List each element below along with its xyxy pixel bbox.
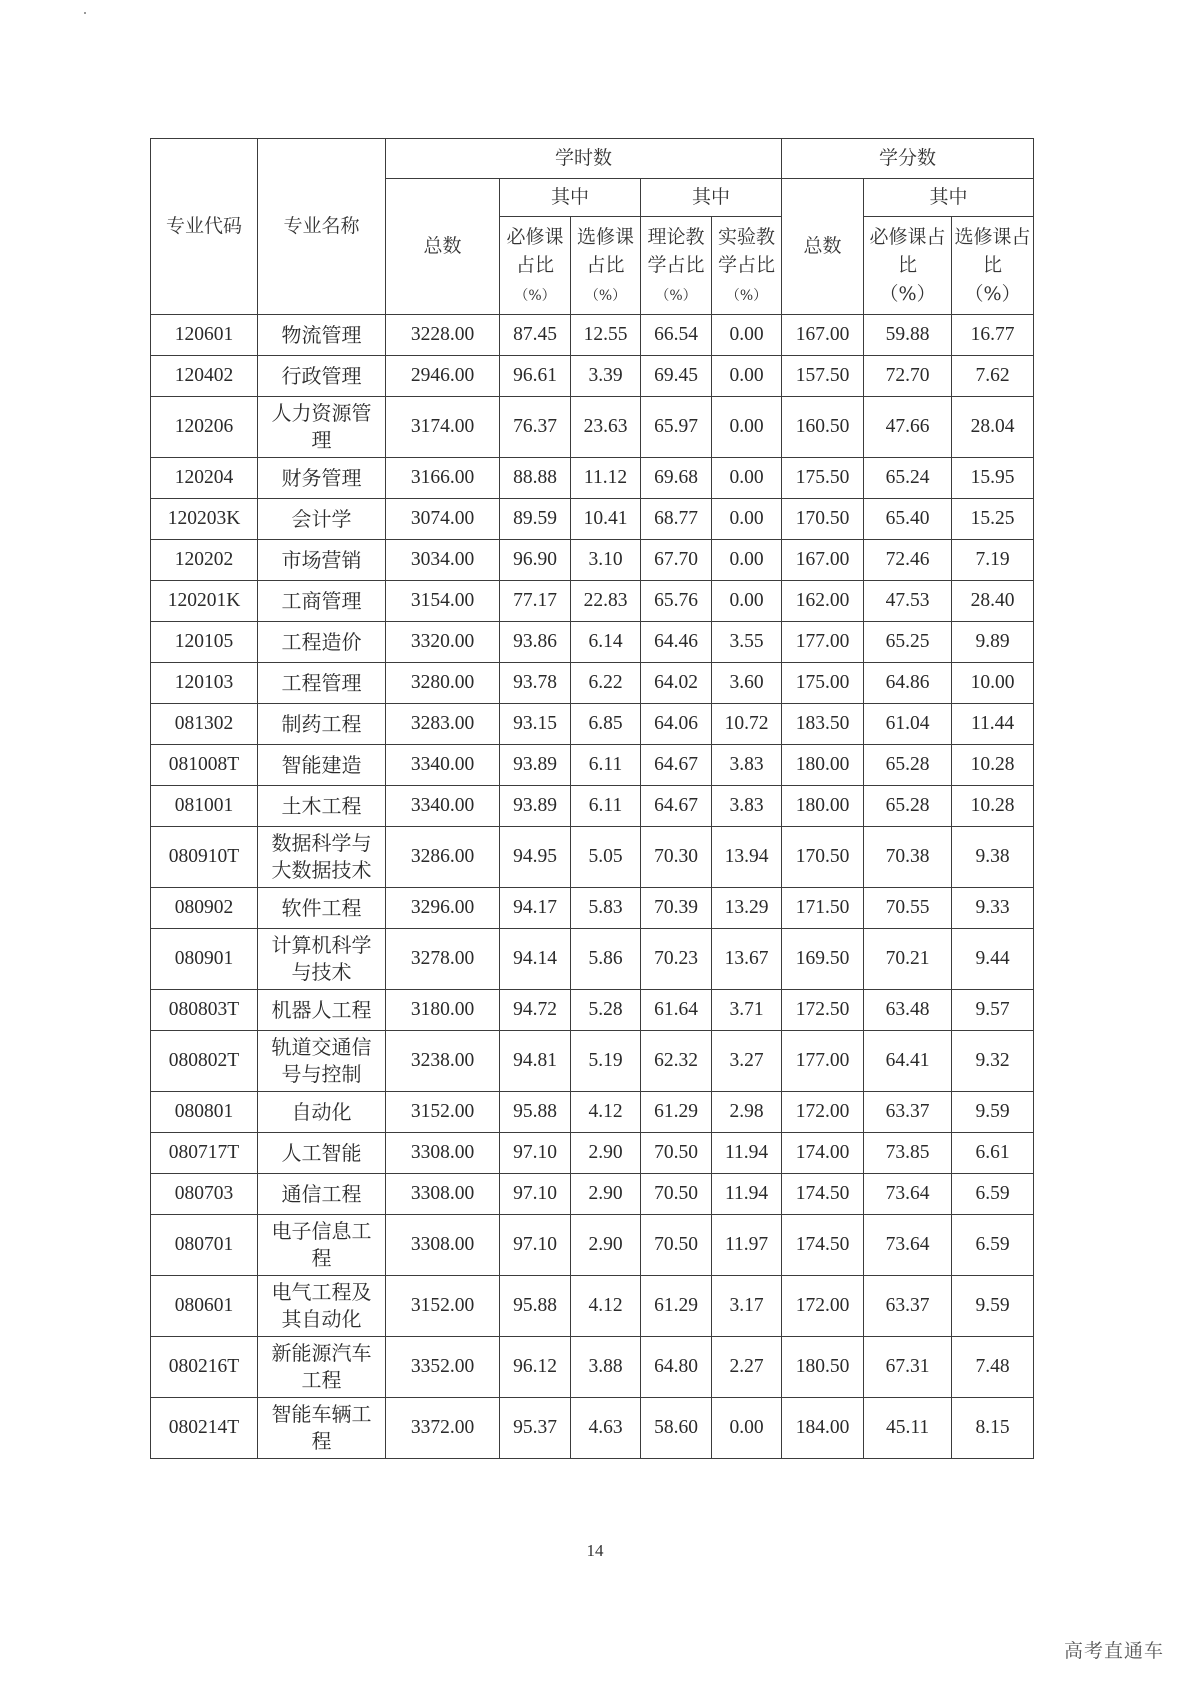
cell-code: 120105 (151, 622, 258, 663)
cell-name: 数据科学与大数据技术 (258, 827, 386, 888)
table-row (151, 356, 1034, 397)
cell-credit-req-pct: 65.28 (864, 786, 952, 827)
cell-hours-total: 3296.00 (386, 888, 500, 929)
header-hours-of-which-2: 其中 (641, 179, 782, 217)
table-row (151, 397, 1034, 458)
cell-credit-req-pct: 70.38 (864, 827, 952, 888)
cell-credit-req-pct: 63.37 (864, 1276, 952, 1337)
cell-credits-total: 170.50 (782, 499, 864, 540)
table-row (151, 704, 1034, 745)
cell-credits-total: 160.50 (782, 397, 864, 458)
cell-credits-total: 177.00 (782, 1031, 864, 1092)
cell-hours-total: 3228.00 (386, 315, 500, 356)
cell-elec-pct: 4.12 (571, 1092, 641, 1133)
cell-lab-pct: 13.29 (712, 888, 782, 929)
cell-credit-elec-pct: 9.57 (952, 990, 1034, 1031)
cell-name: 市场营销 (258, 540, 386, 581)
cell-theory-pct: 70.50 (641, 1133, 712, 1174)
cell-req-pct: 96.61 (500, 356, 571, 397)
cell-code: 080803T (151, 990, 258, 1031)
cell-elec-pct: 11.12 (571, 458, 641, 499)
cell-credits-total: 177.00 (782, 622, 864, 663)
cell-code: 120601 (151, 315, 258, 356)
table-row (151, 827, 1034, 888)
cell-hours-total: 3286.00 (386, 827, 500, 888)
cell-credit-req-pct: 70.21 (864, 929, 952, 990)
cell-hours-total: 3283.00 (386, 704, 500, 745)
cell-code: 120201K (151, 581, 258, 622)
header-hours-of-which-1: 其中 (500, 179, 641, 217)
cell-hours-total: 3308.00 (386, 1215, 500, 1276)
cell-code: 080717T (151, 1133, 258, 1174)
cell-elec-pct: 2.90 (571, 1215, 641, 1276)
cell-credits-total: 180.50 (782, 1337, 864, 1398)
cell-elec-pct: 5.05 (571, 827, 641, 888)
table-row (151, 1133, 1034, 1174)
cell-theory-pct: 65.76 (641, 581, 712, 622)
cell-credits-total: 172.00 (782, 1276, 864, 1337)
cell-credits-total: 175.00 (782, 663, 864, 704)
cell-theory-pct: 70.30 (641, 827, 712, 888)
cell-name: 电子信息工程 (258, 1215, 386, 1276)
cell-credit-elec-pct: 15.95 (952, 458, 1034, 499)
cell-lab-pct: 0.00 (712, 499, 782, 540)
cell-req-pct: 96.90 (500, 540, 571, 581)
cell-elec-pct: 6.22 (571, 663, 641, 704)
header-credit-elec-pct: 选修课占比 （%） (952, 217, 1034, 315)
cell-lab-pct: 0.00 (712, 356, 782, 397)
table-row (151, 581, 1034, 622)
cell-elec-pct: 6.85 (571, 704, 641, 745)
cell-elec-pct: 5.86 (571, 929, 641, 990)
cell-lab-pct: 11.97 (712, 1215, 782, 1276)
header-credits-of-which: 其中 (864, 179, 1034, 217)
cell-req-pct: 94.17 (500, 888, 571, 929)
cell-credit-elec-pct: 9.32 (952, 1031, 1034, 1092)
header-hours-group: 学时数 (386, 139, 782, 179)
cell-req-pct: 88.88 (500, 458, 571, 499)
cell-credit-req-pct: 65.28 (864, 745, 952, 786)
cell-credit-elec-pct: 16.77 (952, 315, 1034, 356)
cell-theory-pct: 61.29 (641, 1276, 712, 1337)
cell-hours-total: 3340.00 (386, 786, 500, 827)
cell-credit-elec-pct: 7.19 (952, 540, 1034, 581)
cell-req-pct: 97.10 (500, 1133, 571, 1174)
table-row (151, 990, 1034, 1031)
cell-code: 080216T (151, 1337, 258, 1398)
cell-lab-pct: 3.27 (712, 1031, 782, 1092)
cell-credits-total: 171.50 (782, 888, 864, 929)
cell-code: 080802T (151, 1031, 258, 1092)
cell-req-pct: 93.89 (500, 745, 571, 786)
cell-lab-pct: 11.94 (712, 1174, 782, 1215)
cell-credits-total: 169.50 (782, 929, 864, 990)
cell-hours-total: 3280.00 (386, 663, 500, 704)
cell-code: 080901 (151, 929, 258, 990)
cell-credit-req-pct: 45.11 (864, 1398, 952, 1459)
cell-elec-pct: 6.11 (571, 745, 641, 786)
cell-lab-pct: 3.71 (712, 990, 782, 1031)
cell-credit-req-pct: 73.64 (864, 1174, 952, 1215)
cell-elec-pct: 3.10 (571, 540, 641, 581)
cell-credit-req-pct: 47.53 (864, 581, 952, 622)
cell-req-pct: 93.89 (500, 786, 571, 827)
table-row (151, 1276, 1034, 1337)
cell-credits-total: 180.00 (782, 786, 864, 827)
cell-credit-req-pct: 59.88 (864, 315, 952, 356)
cell-req-pct: 94.81 (500, 1031, 571, 1092)
cell-code: 080601 (151, 1276, 258, 1337)
cell-theory-pct: 67.70 (641, 540, 712, 581)
header-req-pct: 必修课占比 （%） (500, 217, 571, 315)
cell-theory-pct: 66.54 (641, 315, 712, 356)
table-body (151, 315, 1034, 1459)
cell-req-pct: 94.14 (500, 929, 571, 990)
cell-hours-total: 3152.00 (386, 1092, 500, 1133)
cell-credits-total: 180.00 (782, 745, 864, 786)
header-credits-total: 总数 (782, 179, 864, 315)
cell-req-pct: 89.59 (500, 499, 571, 540)
cell-name: 物流管理 (258, 315, 386, 356)
header-lab-pct: 实验教学占比 （%） (712, 217, 782, 315)
cell-lab-pct: 3.83 (712, 786, 782, 827)
cell-theory-pct: 64.80 (641, 1337, 712, 1398)
cell-lab-pct: 10.72 (712, 704, 782, 745)
cell-lab-pct: 3.83 (712, 745, 782, 786)
cell-credit-elec-pct: 28.40 (952, 581, 1034, 622)
cell-hours-total: 3340.00 (386, 745, 500, 786)
cell-credit-req-pct: 65.25 (864, 622, 952, 663)
cell-credits-total: 183.50 (782, 704, 864, 745)
cell-hours-total: 3152.00 (386, 1276, 500, 1337)
watermark: 高考直通车 (1063, 1640, 1164, 1662)
cell-code: 080214T (151, 1398, 258, 1459)
cell-theory-pct: 58.60 (641, 1398, 712, 1459)
cell-credit-elec-pct: 6.61 (952, 1133, 1034, 1174)
cell-credit-elec-pct: 7.48 (952, 1337, 1034, 1398)
cell-name: 会计学 (258, 499, 386, 540)
header-credits-group: 学分数 (782, 139, 1034, 179)
cell-credit-req-pct: 65.24 (864, 458, 952, 499)
cell-hours-total: 3372.00 (386, 1398, 500, 1459)
cell-credits-total: 162.00 (782, 581, 864, 622)
cell-lab-pct: 2.27 (712, 1337, 782, 1398)
cell-credits-total: 167.00 (782, 540, 864, 581)
cell-credit-req-pct: 72.46 (864, 540, 952, 581)
header-name: 专业名称 (258, 139, 386, 315)
cell-name: 工商管理 (258, 581, 386, 622)
cell-credits-total: 157.50 (782, 356, 864, 397)
header-code: 专业代码 (151, 139, 258, 315)
cell-credits-total: 172.50 (782, 990, 864, 1031)
cell-hours-total: 3154.00 (386, 581, 500, 622)
cell-name: 机器人工程 (258, 990, 386, 1031)
table-row (151, 1215, 1034, 1276)
cell-req-pct: 93.15 (500, 704, 571, 745)
cell-credits-total: 170.50 (782, 827, 864, 888)
cell-name: 轨道交通信号与控制 (258, 1031, 386, 1092)
cell-hours-total: 3308.00 (386, 1133, 500, 1174)
cell-name: 工程管理 (258, 663, 386, 704)
cell-credit-elec-pct: 6.59 (952, 1174, 1034, 1215)
cell-theory-pct: 64.67 (641, 786, 712, 827)
table-header (151, 139, 1034, 315)
cell-code: 120204 (151, 458, 258, 499)
cell-name: 人力资源管理 (258, 397, 386, 458)
cell-credit-elec-pct: 9.38 (952, 827, 1034, 888)
header-elec-pct: 选修课占比 （%） (571, 217, 641, 315)
cell-theory-pct: 69.45 (641, 356, 712, 397)
cell-name: 人工智能 (258, 1133, 386, 1174)
cell-code: 120203K (151, 499, 258, 540)
cell-credit-elec-pct: 6.59 (952, 1215, 1034, 1276)
cell-hours-total: 3308.00 (386, 1174, 500, 1215)
cell-credit-elec-pct: 10.28 (952, 786, 1034, 827)
cell-name: 土木工程 (258, 786, 386, 827)
cell-hours-total: 3238.00 (386, 1031, 500, 1092)
cell-theory-pct: 70.23 (641, 929, 712, 990)
cell-name: 制药工程 (258, 704, 386, 745)
cell-credit-req-pct: 65.40 (864, 499, 952, 540)
cell-theory-pct: 69.68 (641, 458, 712, 499)
cell-lab-pct: 3.60 (712, 663, 782, 704)
cell-req-pct: 76.37 (500, 397, 571, 458)
cell-elec-pct: 22.83 (571, 581, 641, 622)
cell-elec-pct: 6.11 (571, 786, 641, 827)
cell-name: 计算机科学与技术 (258, 929, 386, 990)
cell-credit-elec-pct: 11.44 (952, 704, 1034, 745)
table-row (151, 663, 1034, 704)
header-hours-total: 总数 (386, 179, 500, 315)
cell-elec-pct: 4.63 (571, 1398, 641, 1459)
cell-lab-pct: 13.67 (712, 929, 782, 990)
cell-elec-pct: 23.63 (571, 397, 641, 458)
cell-credit-req-pct: 70.55 (864, 888, 952, 929)
cell-req-pct: 95.37 (500, 1398, 571, 1459)
cell-credit-elec-pct: 9.89 (952, 622, 1034, 663)
curriculum-table (150, 138, 1034, 1459)
cell-name: 软件工程 (258, 888, 386, 929)
cell-elec-pct: 12.55 (571, 315, 641, 356)
cell-credits-total: 172.00 (782, 1092, 864, 1133)
header-credit-req-pct: 必修课占比 （%） (864, 217, 952, 315)
cell-code: 080902 (151, 888, 258, 929)
cell-elec-pct: 4.12 (571, 1276, 641, 1337)
cell-credit-req-pct: 64.41 (864, 1031, 952, 1092)
cell-theory-pct: 70.50 (641, 1174, 712, 1215)
cell-credit-elec-pct: 9.59 (952, 1092, 1034, 1133)
cell-req-pct: 77.17 (500, 581, 571, 622)
scan-speck (84, 12, 86, 14)
cell-credits-total: 174.50 (782, 1174, 864, 1215)
cell-code: 080703 (151, 1174, 258, 1215)
cell-elec-pct: 3.88 (571, 1337, 641, 1398)
cell-credit-req-pct: 73.64 (864, 1215, 952, 1276)
cell-code: 081008T (151, 745, 258, 786)
cell-name: 新能源汽车工程 (258, 1337, 386, 1398)
cell-code: 120206 (151, 397, 258, 458)
cell-name: 行政管理 (258, 356, 386, 397)
cell-hours-total: 3166.00 (386, 458, 500, 499)
cell-lab-pct: 2.98 (712, 1092, 782, 1133)
cell-theory-pct: 64.06 (641, 704, 712, 745)
cell-theory-pct: 61.64 (641, 990, 712, 1031)
cell-credit-elec-pct: 15.25 (952, 499, 1034, 540)
cell-elec-pct: 5.83 (571, 888, 641, 929)
cell-theory-pct: 64.46 (641, 622, 712, 663)
cell-code: 120103 (151, 663, 258, 704)
cell-req-pct: 87.45 (500, 315, 571, 356)
cell-credit-req-pct: 64.86 (864, 663, 952, 704)
cell-code: 080910T (151, 827, 258, 888)
cell-code: 081001 (151, 786, 258, 827)
cell-credits-total: 167.00 (782, 315, 864, 356)
cell-hours-total: 3278.00 (386, 929, 500, 990)
cell-lab-pct: 0.00 (712, 1398, 782, 1459)
page-number: 14 (586, 1541, 604, 1560)
header-theory-pct: 理论教学占比 （%） (641, 217, 712, 315)
cell-credit-elec-pct: 10.00 (952, 663, 1034, 704)
cell-lab-pct: 0.00 (712, 540, 782, 581)
table-row (151, 929, 1034, 990)
cell-lab-pct: 0.00 (712, 458, 782, 499)
cell-theory-pct: 70.50 (641, 1215, 712, 1276)
cell-lab-pct: 11.94 (712, 1133, 782, 1174)
cell-credits-total: 175.50 (782, 458, 864, 499)
table-row (151, 1337, 1034, 1398)
cell-elec-pct: 5.28 (571, 990, 641, 1031)
table-row (151, 499, 1034, 540)
cell-credits-total: 174.00 (782, 1133, 864, 1174)
cell-hours-total: 3320.00 (386, 622, 500, 663)
cell-hours-total: 3180.00 (386, 990, 500, 1031)
table-row (151, 540, 1034, 581)
table-row (151, 622, 1034, 663)
cell-credit-req-pct: 47.66 (864, 397, 952, 458)
table-row (151, 315, 1034, 356)
cell-elec-pct: 3.39 (571, 356, 641, 397)
cell-credit-elec-pct: 7.62 (952, 356, 1034, 397)
cell-req-pct: 97.10 (500, 1174, 571, 1215)
cell-name: 智能车辆工程 (258, 1398, 386, 1459)
cell-credits-total: 184.00 (782, 1398, 864, 1459)
cell-credit-elec-pct: 9.44 (952, 929, 1034, 990)
cell-theory-pct: 65.97 (641, 397, 712, 458)
cell-credit-elec-pct: 28.04 (952, 397, 1034, 458)
cell-code: 120202 (151, 540, 258, 581)
cell-req-pct: 94.72 (500, 990, 571, 1031)
cell-lab-pct: 0.00 (712, 315, 782, 356)
cell-elec-pct: 2.90 (571, 1133, 641, 1174)
cell-theory-pct: 64.02 (641, 663, 712, 704)
cell-req-pct: 97.10 (500, 1215, 571, 1276)
cell-name: 工程造价 (258, 622, 386, 663)
cell-name: 财务管理 (258, 458, 386, 499)
cell-name: 自动化 (258, 1092, 386, 1133)
cell-req-pct: 95.88 (500, 1276, 571, 1337)
cell-credit-elec-pct: 9.59 (952, 1276, 1034, 1337)
cell-code: 120402 (151, 356, 258, 397)
cell-credit-elec-pct: 9.33 (952, 888, 1034, 929)
table-row (151, 745, 1034, 786)
cell-credits-total: 174.50 (782, 1215, 864, 1276)
cell-hours-total: 3074.00 (386, 499, 500, 540)
cell-lab-pct: 3.55 (712, 622, 782, 663)
cell-credit-req-pct: 63.37 (864, 1092, 952, 1133)
table-row (151, 458, 1034, 499)
cell-req-pct: 94.95 (500, 827, 571, 888)
cell-lab-pct: 3.17 (712, 1276, 782, 1337)
cell-hours-total: 3034.00 (386, 540, 500, 581)
table-row (151, 1174, 1034, 1215)
cell-req-pct: 96.12 (500, 1337, 571, 1398)
cell-credit-elec-pct: 10.28 (952, 745, 1034, 786)
cell-name: 电气工程及其自动化 (258, 1276, 386, 1337)
cell-theory-pct: 61.29 (641, 1092, 712, 1133)
cell-lab-pct: 0.00 (712, 581, 782, 622)
cell-theory-pct: 64.67 (641, 745, 712, 786)
cell-req-pct: 95.88 (500, 1092, 571, 1133)
cell-credit-req-pct: 72.70 (864, 356, 952, 397)
cell-credit-elec-pct: 8.15 (952, 1398, 1034, 1459)
table-row (151, 1398, 1034, 1459)
cell-elec-pct: 6.14 (571, 622, 641, 663)
table-row (151, 1031, 1034, 1092)
table-row (151, 888, 1034, 929)
cell-hours-total: 3174.00 (386, 397, 500, 458)
table-row (151, 786, 1034, 827)
cell-code: 080701 (151, 1215, 258, 1276)
cell-hours-total: 3352.00 (386, 1337, 500, 1398)
cell-code: 080801 (151, 1092, 258, 1133)
cell-theory-pct: 70.39 (641, 888, 712, 929)
cell-credit-req-pct: 63.48 (864, 990, 952, 1031)
cell-req-pct: 93.78 (500, 663, 571, 704)
cell-name: 通信工程 (258, 1174, 386, 1215)
cell-elec-pct: 5.19 (571, 1031, 641, 1092)
cell-theory-pct: 68.77 (641, 499, 712, 540)
cell-theory-pct: 62.32 (641, 1031, 712, 1092)
cell-elec-pct: 10.41 (571, 499, 641, 540)
cell-elec-pct: 2.90 (571, 1174, 641, 1215)
cell-credit-req-pct: 67.31 (864, 1337, 952, 1398)
table-row (151, 1092, 1034, 1133)
cell-lab-pct: 13.94 (712, 827, 782, 888)
cell-name: 智能建造 (258, 745, 386, 786)
cell-lab-pct: 0.00 (712, 397, 782, 458)
cell-credit-req-pct: 61.04 (864, 704, 952, 745)
cell-credit-req-pct: 73.85 (864, 1133, 952, 1174)
cell-hours-total: 2946.00 (386, 356, 500, 397)
cell-code: 081302 (151, 704, 258, 745)
cell-req-pct: 93.86 (500, 622, 571, 663)
